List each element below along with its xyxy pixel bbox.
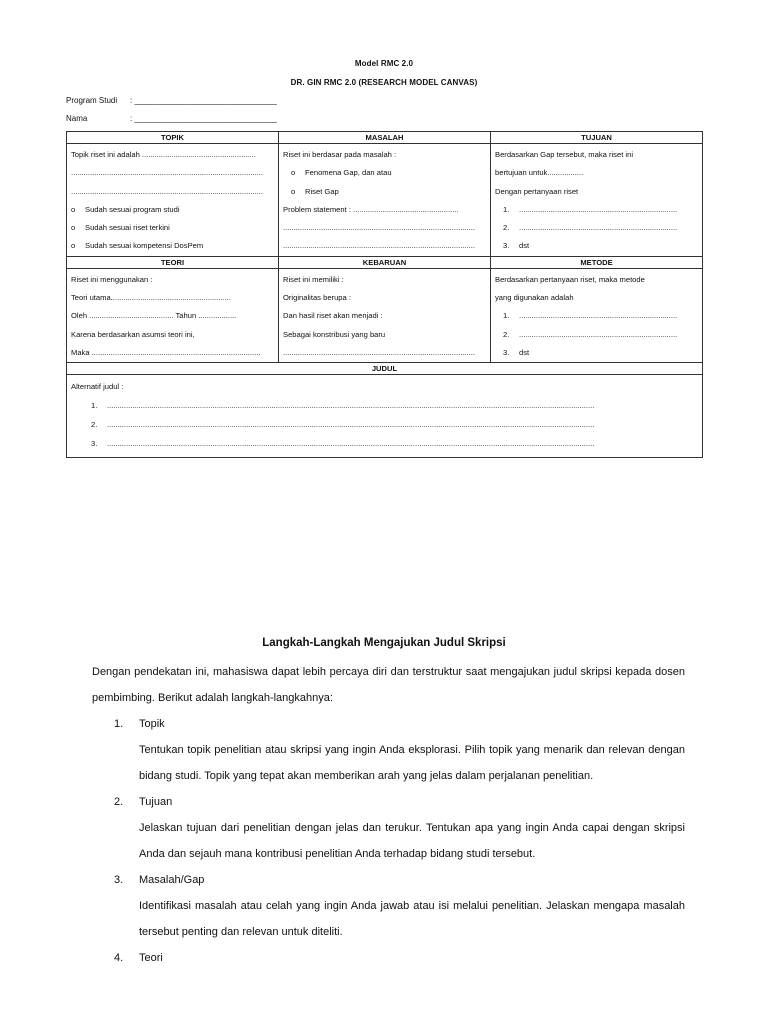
line: Sebagai konstribusi yang baru: [283, 329, 386, 339]
line: Berdasarkan pertanyaan riset, maka metode: [495, 274, 645, 284]
step-masalah: [92, 867, 685, 945]
line: Alternatif judul :: [71, 382, 124, 392]
cell-topik: [67, 132, 279, 257]
step-teori: [92, 945, 685, 971]
list-item: 2. ...........................................................................: [503, 329, 678, 339]
list-item: 2. ...........................................................................: [503, 223, 678, 233]
field-value: : ________________________________: [130, 96, 277, 105]
step-title: Masalah/Gap: [139, 874, 205, 886]
bullet-icon: o: [71, 223, 76, 233]
step-text: Tentukan topik penelitian atau skripsi yang ingin Anda eksplorasi. Pilih topik yang menarik dan relevan dengan bidang studi. Topik yang tepat akan memberikan arah yang jelas dalam perjalanan penelitian.: [139, 744, 685, 782]
list-item: 3. .......................................................................................................................................................................................................................................: [91, 439, 595, 449]
checklist-item: o Sudah sesuai riset terkini: [71, 219, 274, 237]
step-title: Topik: [139, 718, 165, 730]
field-label: Program Studi: [66, 96, 118, 105]
cell-kebaruan: [279, 256, 491, 362]
cell-teori: [67, 256, 279, 362]
line: ...........................................................................................: [71, 186, 263, 196]
heading-teori: TEORI: [67, 257, 278, 269]
field-program-studi: [66, 96, 277, 105]
step-title: Teori: [139, 952, 163, 964]
cell-metode: [491, 256, 703, 362]
bullet-icon: o: [291, 186, 296, 196]
line: yang digunakan adalah: [495, 293, 574, 303]
step-topik: [92, 711, 685, 789]
bullet-icon: o: [291, 168, 296, 178]
step-title: Tujuan: [139, 796, 173, 808]
doc-title: Model RMC 2.0: [354, 59, 414, 68]
step-text: Identifikasi masalah atau celah yang ingin Anda jawab atau isi melalui penelitian. Jelaskan mengapa masalah tersebut penting dan relevan untuk diteliti.: [139, 900, 685, 938]
line: Karena berdasarkan asumsi teori ini,: [71, 329, 195, 339]
line: bertujuan untuk.................: [495, 168, 584, 178]
line: Topik riset ini adalah ......................................................: [71, 150, 256, 159]
step-number: 1.: [114, 718, 124, 730]
cell-judul: [67, 363, 703, 458]
list-item: 1. ...........................................................................: [503, 311, 678, 321]
list-item: o Riset Gap: [283, 183, 486, 201]
line: Oleh ........................................ Tahun ..................: [71, 311, 237, 321]
list-item: 3. dst: [503, 347, 530, 357]
line: ...........................................................................................: [71, 168, 263, 178]
guide-body: [92, 659, 685, 971]
heading-masalah: MASALAH: [279, 132, 490, 144]
guide-intro: Dengan pendekatan ini, mahasiswa dapat lebih percaya diri dan terstruktur saat mengajukan judul skripsi kepada dosen pembimbing. Berikut adalah langkah-langkahnya:: [92, 666, 685, 704]
heading-kebaruan: KEBARUAN: [279, 257, 490, 269]
heading-topik: TOPIK: [67, 132, 278, 144]
step-number: 4.: [114, 952, 124, 964]
heading-judul: JUDUL: [67, 363, 702, 375]
list-item: 3. dst: [503, 241, 530, 251]
list-item: o Fenomena Gap, dan atau: [283, 164, 486, 182]
doc-subtitle: DR. GIN RMC 2.0 (RESEARCH MODEL CANVAS): [290, 78, 478, 87]
cell-masalah: [279, 132, 491, 257]
heading-tujuan: TUJUAN: [491, 132, 702, 144]
bullet-icon: o: [71, 241, 76, 251]
step-number: 2.: [114, 796, 124, 808]
line: Originalitas berupa :: [283, 293, 351, 303]
list-item: 1. ...........................................................................: [503, 204, 678, 214]
line: Dan hasil riset akan menjadi :: [283, 311, 383, 321]
field-label: Nama: [66, 114, 88, 123]
line: Riset ini memiliki :: [283, 274, 344, 284]
field-value: : ________________________________: [130, 114, 277, 123]
research-model-canvas: [66, 131, 703, 458]
line: Problem statement : ..................................................: [283, 204, 459, 214]
line: ...........................................................................................: [283, 223, 475, 233]
line: Dengan pertanyaan riset: [495, 186, 579, 196]
step-tujuan: [92, 789, 685, 867]
guide-title: Langkah-Langkah Mengajukan Judul Skripsi: [262, 637, 506, 649]
line: ...........................................................................................: [283, 241, 475, 251]
line: Teori utama.........................................................: [71, 293, 231, 303]
cell-tujuan: [491, 132, 703, 257]
step-number: 3.: [114, 874, 124, 886]
line: Riset ini menggunakan :: [71, 274, 153, 284]
bullet-icon: o: [71, 204, 76, 214]
line: Riset ini berdasar pada masalah :: [283, 150, 397, 159]
checklist-item: o Sudah sesuai program studi: [71, 201, 274, 219]
heading-metode: METODE: [491, 257, 702, 269]
list-item: 1. .......................................................................................................................................................................................................................................: [91, 401, 595, 411]
step-text: Jelaskan tujuan dari penelitian dengan jelas dan terukur. Tentukan apa yang ingin Anda capai dengan skripsi Anda dan sejauh mana kontribusi penelitian Anda terhadap bidang studi tersebut.: [139, 822, 685, 860]
line: Berdasarkan Gap tersebut, maka riset ini: [495, 150, 634, 159]
list-item: 2. .......................................................................................................................................................................................................................................: [91, 420, 595, 430]
line: ...........................................................................................: [283, 347, 475, 357]
field-nama: [66, 114, 277, 123]
line: Maka ................................................................................: [71, 347, 261, 357]
checklist-item: o Sudah sesuai kompetensi DosPem: [71, 237, 274, 255]
